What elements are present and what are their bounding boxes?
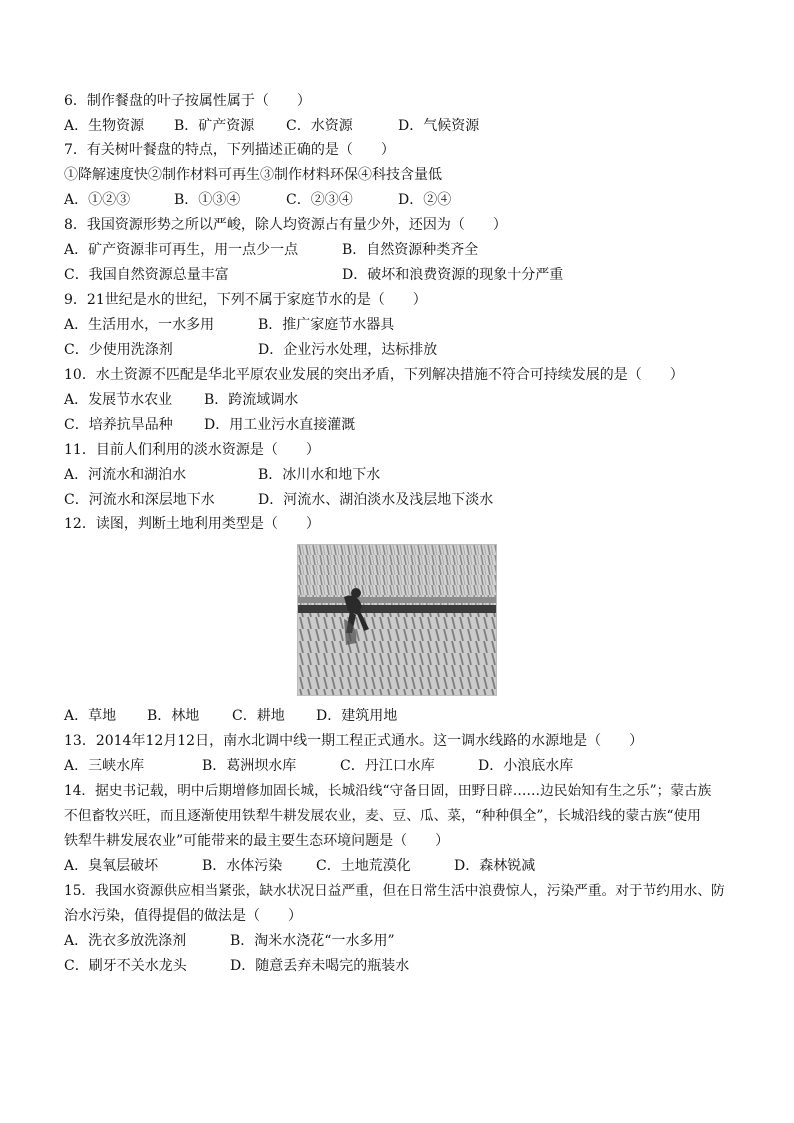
q15-stem-line1: 15．我国水资源供应相当紧张，缺水状况日益严重，但在日常生活中浪费惊人，污染严重。对于节约用水、防 [64, 883, 725, 899]
q7-option-d: D．②④ [398, 192, 452, 208]
q6-option-d: D．气候资源 [398, 118, 480, 134]
farmland-photo [297, 544, 497, 696]
q14-option-c: C．土地荒漠化 [316, 858, 411, 874]
q12-option-b: B．林地 [147, 708, 200, 724]
q6-option-a: A．生物资源 [64, 118, 145, 134]
q8-stem: 8．我国资源形势之所以严峻，除人均资源占有量少外，还因为（ ） [64, 217, 507, 233]
q14-option-d: D．森林锐减 [454, 858, 536, 874]
q15-option-d: D．随意丢弃未喝完的瓶装水 [230, 958, 410, 974]
q13-option-a: A．三峡水库 [64, 758, 145, 774]
q10-option-a: A．发展节水农业 [64, 392, 173, 408]
q10-option-c: C．培养抗旱品种 [64, 417, 173, 433]
q14-option-b: B．水体污染 [202, 858, 283, 874]
q10-stem: 10．水土资源不匹配是华北平原农业发展的突出矛盾，下列解决措施不符合可持续发展的是（ ） [64, 367, 684, 383]
q13-option-c: C．丹江口水库 [340, 758, 435, 774]
q9-option-c: C．少使用洗涤剂 [64, 342, 173, 358]
q9-option-d: D．企业污水处理，达标排放 [258, 342, 438, 358]
q15-option-b: B．淘米水浇花“一水多用” [230, 933, 395, 949]
q10-option-d: D．用工业污水直接灌溉 [204, 417, 356, 433]
q14-stem-line2: 不但畜牧兴旺，而且逐渐使用铁犁牛耕发展农业，麦、豆、瓜、菜，“种种俱全”，长城沿线的蒙古族“使用 [64, 808, 701, 824]
q14-stem-line1: 14．据史书记载，明中后期增修加固长城，长城沿线“守备日固，田野日辟……边民始知有生之乐”；蒙古族 [64, 783, 712, 799]
q6-option-b: B．矿产资源 [174, 118, 255, 134]
q14-stem-line3: 铁犁牛耕发展农业”可能带来的最主要生态环境问题是（ ） [64, 833, 450, 849]
q11-stem: 11．目前人们利用的淡水资源是（ ） [64, 442, 320, 458]
q7-stem: 7．有关树叶餐盘的特点，下列描述正确的是（ ） [64, 142, 395, 158]
q9-stem: 9．21世纪是水的世纪，下列不属于家庭节水的是（ ） [64, 292, 427, 308]
q6-option-c: C．水资源 [286, 118, 353, 134]
q13-stem: 13．2014年12月12日，南水北调中线一期工程正式通水。这一调水线路的水源地是（ ） [64, 733, 644, 749]
q7-option-c: C．②③④ [286, 192, 353, 208]
q7-option-b: B．①③④ [174, 192, 241, 208]
q12-option-d: D．建筑用地 [316, 708, 398, 724]
q6-stem: 6．制作餐盘的叶子按属性属于（ ） [64, 93, 311, 109]
q13-option-d: D．小浪底水库 [478, 758, 574, 774]
q12-option-c: C．耕地 [232, 708, 285, 724]
q11-option-c: C．河流水和深层地下水 [64, 492, 215, 508]
q9-option-a: A．生活用水，一水多用 [64, 317, 215, 333]
q8-option-b: B．自然资源种类齐全 [342, 242, 479, 258]
q12-stem: 12．读图，判断土地利用类型是（ ） [64, 516, 320, 532]
q11-option-b: B．冰川水和地下水 [258, 467, 381, 483]
q12-option-a: A．草地 [64, 708, 117, 724]
q10-option-b: B．跨流域调水 [204, 392, 299, 408]
q14-option-a: A．臭氧层破坏 [64, 858, 159, 874]
q8-option-d: D．破坏和浪费资源的现象十分严重 [342, 267, 564, 283]
q8-option-a: A．矿产资源非可再生，用一点少一点 [64, 242, 299, 258]
q11-option-d: D．河流水、湖泊淡水及浅层地下淡水 [258, 492, 494, 508]
q11-option-a: A．河流水和湖泊水 [64, 467, 187, 483]
q8-option-c: C．我国自然资源总量丰富 [64, 267, 229, 283]
q7-statements: ①降解速度快②制作材料可再生③制作材料环保④科技含量低 [64, 167, 442, 183]
q15-stem-line2: 治水污染，值得提倡的做法是（ ） [64, 908, 302, 924]
q7-option-a: A．①②③ [64, 192, 131, 208]
q15-option-c: C．刷牙不关水龙头 [64, 958, 187, 974]
q9-option-b: B．推广家庭节水器具 [258, 317, 395, 333]
rice-paddy-illustration [298, 545, 496, 695]
q13-option-b: B．葛洲坝水库 [202, 758, 297, 774]
q15-option-a: A．洗衣多放洗涤剂 [64, 933, 187, 949]
